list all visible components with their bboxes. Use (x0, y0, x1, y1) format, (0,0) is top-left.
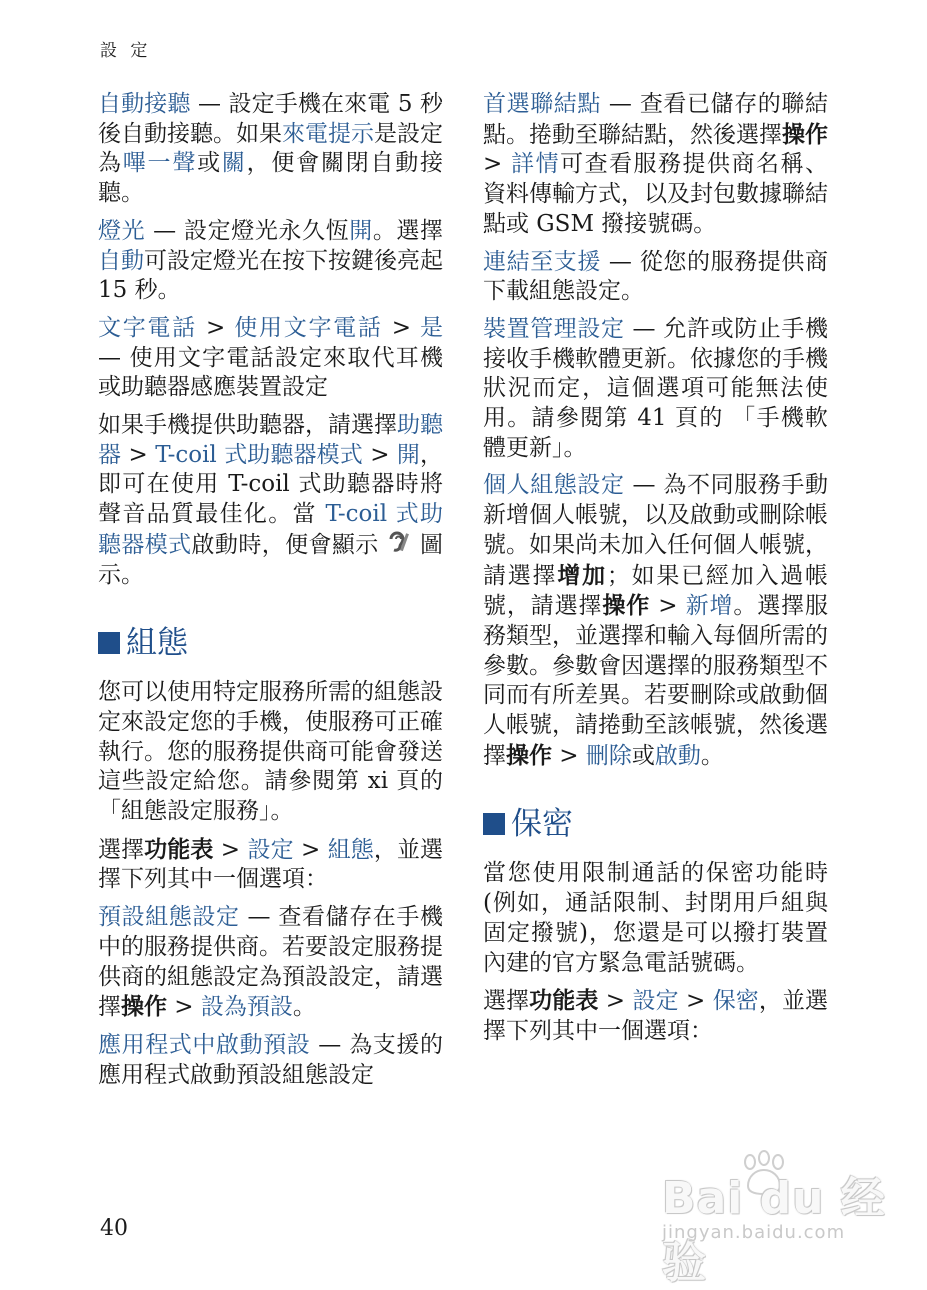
text: > (213, 836, 248, 863)
text: > (598, 988, 633, 1015)
heading-text: 保密 (511, 806, 573, 843)
text: 或 (631, 742, 655, 769)
term-tty: 文字電話 (98, 314, 197, 341)
page-number: 40 (100, 1216, 128, 1241)
text: — 從您的服務提供商下載組態設定。 (483, 248, 829, 305)
term-yes: 是 (420, 314, 444, 341)
text: — 查看已儲存的聯結點。捲動至聯結點，然後選擇 (483, 91, 829, 148)
term-on: 開 (349, 217, 373, 244)
term-new: 新增 (685, 593, 734, 620)
text: — 查看儲存在手機中的服務提供商。若要設定服務提供商的組態設定為預設設定，請選擇 (98, 904, 444, 1021)
text: > (121, 441, 156, 468)
term-tcoil-mode: T-coil 式助聽器模式 (98, 501, 443, 558)
text: 您可以使用特定服務所需的組態設定來設定您的手機，使服務可正確執行。您的服務提供商可能會發送這些設定給您。請參閱第 xi 頁的 「組態設定服務」。 (98, 679, 443, 825)
text: > (382, 314, 421, 341)
text: ；如果已經加入過帳號，請選擇 (483, 562, 829, 620)
text: 是設定為 (98, 120, 443, 177)
text: 。 (700, 742, 724, 769)
text: > (650, 593, 686, 620)
term-auto-answer: 自動接聽 (98, 91, 191, 117)
term-off: 關 (221, 150, 247, 177)
para-config-intro (98, 678, 443, 827)
para-security-intro (483, 859, 828, 978)
right-column (483, 90, 828, 1055)
heading-configuration (98, 624, 443, 662)
para-security-select (483, 986, 828, 1046)
para-connect-support (483, 248, 828, 307)
para-device-mgmt (483, 315, 828, 464)
term-connect-support: 連結至支援 (483, 248, 601, 275)
para-auto-answer (98, 90, 443, 209)
text: 選擇 (98, 836, 145, 863)
text: > (678, 988, 713, 1015)
text: 或 (197, 150, 222, 177)
text: — 使用文字電話設定來取代耳機或助聽器感應裝置設定 (98, 344, 443, 401)
text: ，便會關閉自動接聽。 (98, 150, 444, 207)
term-options: 操作 (121, 993, 167, 1021)
text: ，即可在使用 T-coil 式助聽器時將聲音品質最佳化。當 (98, 441, 443, 528)
text: 啟動時，便會顯示 (191, 531, 387, 558)
term-menu: 功能表 (529, 987, 599, 1015)
para-access-point (483, 90, 828, 240)
term-use-tty: 使用文字電話 (234, 314, 383, 341)
text: 當您使用限制通話的保密功能時 (例如，通話限制、封閉用戶組與固定撥號)，您還是可以撥打裝置內建的官方緊急電話號碼。 (483, 860, 828, 976)
term-settings: 設定 (632, 988, 679, 1015)
term-call-alert: 來電提示 (282, 120, 374, 147)
para-lights (98, 217, 443, 306)
para-config-select (98, 835, 443, 895)
text: 如果手機提供助聽器，請選擇 (98, 412, 397, 439)
text: 可設定燈光在按下按鍵後亮起 15 秒。 (98, 247, 443, 304)
text: 。選擇 (372, 217, 444, 244)
term-on: 開 (396, 441, 420, 468)
heading-square-icon (98, 632, 120, 654)
text: 。選擇服務類型，並選擇和輸入每個所需的參數。參數會因選擇的服務類型不同而有所差異。若要刪除或啟動個人帳號，請捲動至該帳號，然後選擇 (483, 593, 829, 769)
text: > (293, 836, 328, 863)
term-default-config: 預設組態設定 (98, 904, 240, 931)
left-column (98, 90, 443, 1098)
running-head: 設 定 (100, 41, 152, 61)
text: > (196, 314, 235, 341)
term-lights: 燈光 (98, 217, 146, 244)
text: 可查看服務提供商名稱、資料傳輸方式，以及封包數據聯結點或 GSM 撥接號碼。 (483, 151, 829, 237)
term-app-default: 應用程式中啟動預設 (98, 1031, 311, 1058)
text: — 設定手機在來電 5 秒後自動接聽。如果 (98, 91, 443, 147)
baidu-watermark (662, 1150, 902, 1288)
term-details: 詳情 (511, 151, 561, 178)
text: > (362, 441, 397, 468)
term-hearing-aid: 助聽器 (98, 412, 443, 468)
para-default-config (98, 903, 443, 1023)
text: ，並選擇下列其中一個選項： (98, 836, 444, 893)
text: > (483, 151, 512, 178)
watermark-url: jingyan.baidu.com (662, 1222, 846, 1243)
para-tty (98, 314, 443, 403)
text: 圖示。 (98, 531, 444, 588)
heading-text: 組態 (126, 625, 188, 662)
term-settings: 設定 (247, 836, 294, 863)
term-add: 增加 (557, 561, 607, 589)
term-menu: 功能表 (144, 835, 214, 863)
term-device-mgmt: 裝置管理設定 (483, 315, 625, 342)
heading-security (483, 805, 828, 843)
heading-square-icon (483, 813, 505, 835)
term-options: 操作 (602, 592, 651, 620)
text: — 為支援的應用程式啟動預設組態設定 (98, 1031, 444, 1088)
text: 選擇 (483, 988, 530, 1015)
term-access-point: 首選聯結點 (483, 91, 601, 117)
watermark-logo: Bai du 经验 (662, 1173, 886, 1288)
term-security: 保密 (712, 988, 759, 1015)
text: ，並選擇下列其中一個選項： (483, 988, 829, 1044)
term-config: 組態 (327, 836, 374, 863)
term-set-default: 設為預設 (200, 994, 293, 1021)
para-app-default (98, 1031, 443, 1090)
text: — 為不同服務手動新增個人帳號，以及啟動或刪除帳號。如果尚未加入任何個人帳號，請選擇 (483, 472, 829, 589)
term-auto: 自動 (98, 247, 144, 274)
term-activate: 啟動 (654, 742, 701, 769)
term-tcoil-mode: T-coil 式助聽器模式 (155, 441, 363, 468)
term-personal-config: 個人組態設定 (483, 472, 625, 499)
text: — 設定燈光永久恆 (145, 217, 350, 244)
text: > (552, 742, 586, 769)
term-delete: 刪除 (585, 742, 632, 769)
term-options: 操作 (782, 120, 828, 148)
text: 。 (292, 994, 316, 1021)
para-hearing-aid (98, 411, 443, 590)
hearing-aid-icon (386, 530, 412, 556)
para-personal-config (483, 471, 828, 771)
term-options: 操作 (506, 741, 552, 769)
term-beep: 嗶一聲 (122, 150, 198, 177)
text: — 允許或防止手機接收手機軟體更新。依據您的手機狀況而定，這個選項可能無法使用。請參閱第 41 頁的 「手機軟體更新」。 (483, 315, 829, 461)
text: > (167, 994, 201, 1021)
